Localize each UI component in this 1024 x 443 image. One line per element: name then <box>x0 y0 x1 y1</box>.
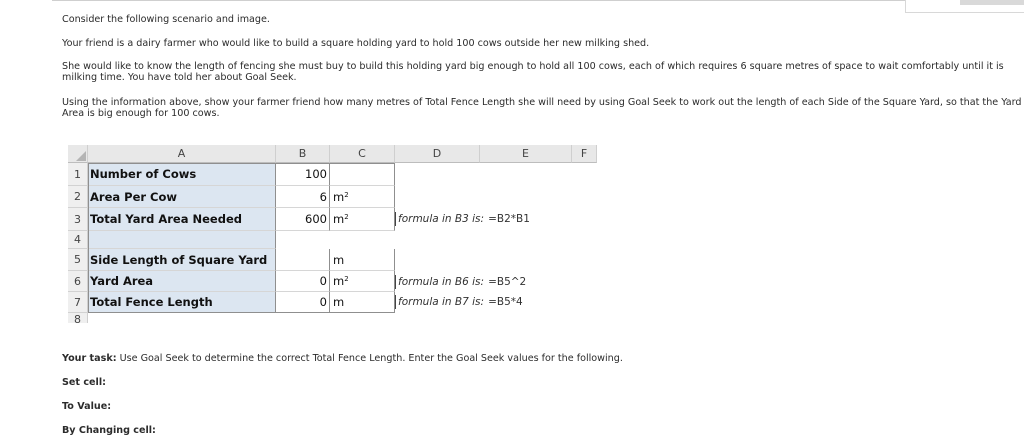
note-b6-label: formula in B6 is: <box>398 276 485 288</box>
cell-b1: 100 <box>276 163 330 186</box>
cell-b2: 6 <box>276 186 330 208</box>
note-b3-formula: =B2*B1 <box>488 213 530 225</box>
intro-line-1: Consider the following scenario and image. <box>62 14 270 25</box>
note-b6-formula: =B5^2 <box>488 276 527 288</box>
cell-b3: 600 <box>276 208 330 231</box>
note-b3 <box>395 212 530 226</box>
cell-c6 <box>330 271 395 292</box>
task-instruction <box>62 353 623 364</box>
col-header-a: A <box>88 145 276 163</box>
col-header-d: D <box>395 145 480 163</box>
task-text: Use Goal Seek to determine the correct Total Fence Length. Enter the Goal Seek values for the following. <box>119 353 623 364</box>
row-num-8: 8 <box>68 313 88 323</box>
intro-line-2: Your friend is a dairy farmer who would like to build a square holding yard to hold 100 cows outside her new milking shed. <box>62 38 650 49</box>
set-cell-label: Set cell: <box>62 377 106 388</box>
cell-a7: Total Fence Length <box>88 292 276 313</box>
unit-c2-sup: 2 <box>344 191 349 199</box>
cell-b7: 0 <box>276 292 330 313</box>
cell-a1: Number of Cows <box>88 163 276 186</box>
note-b7-formula: =B5*4 <box>488 296 523 308</box>
row-num-5: 5 <box>68 249 88 271</box>
note-b6 <box>395 275 526 289</box>
cell-b5 <box>276 249 330 271</box>
row-num-4: 4 <box>68 231 88 249</box>
unit-c2: m <box>333 190 345 204</box>
col-header-e: E <box>480 145 572 163</box>
cell-a4 <box>88 231 276 249</box>
intro-line-4: Using the information above, show your farmer friend how many metres of Total Fence Length she will need by using Goal Seek to work out the length of each Side of the Square Yard, so that the Yard Area is big enough for 100 cows. <box>62 97 1022 119</box>
cell-c2 <box>330 186 395 208</box>
col-header-b: B <box>276 145 330 163</box>
top-divider <box>52 0 1024 1</box>
unit-c6: m <box>333 274 345 288</box>
select-all-corner <box>68 145 88 163</box>
cell-a2: Area Per Cow <box>88 186 276 208</box>
note-b7-label: formula in B7 is: <box>398 296 485 308</box>
note-b3-label: formula in B3 is: <box>398 213 485 225</box>
note-b7 <box>395 295 523 309</box>
cell-a5: Side Length of Square Yard <box>88 249 276 271</box>
cell-c7: m <box>330 292 395 313</box>
cell-c1 <box>330 163 395 186</box>
row-num-7: 7 <box>68 292 88 313</box>
row-num-2: 2 <box>68 186 88 208</box>
table-border-bottom <box>88 312 395 313</box>
row-num-6: 6 <box>68 271 88 292</box>
cell-c3 <box>330 208 395 231</box>
table-border-left <box>88 163 89 313</box>
col-header-c: C <box>330 145 395 163</box>
intro-line-3: She would like to know the length of fencing she must buy to build this holding yard big enough to hold all 100 cows, each of which requires 6 square metres of space to wait comfortably until it is milking time. You have told her about Goal Seek. <box>62 61 1004 83</box>
unit-c3: m <box>333 212 345 226</box>
to-value-label: To Value: <box>62 401 112 412</box>
table-border-top <box>88 163 395 164</box>
by-changing-cell-label: By Changing cell: <box>62 425 156 436</box>
task-heading: Your task: <box>62 353 117 364</box>
cell-a3: Total Yard Area Needed <box>88 208 276 231</box>
unit-c3-sup: 2 <box>344 213 349 221</box>
cell-a6: Yard Area <box>88 271 276 292</box>
top-right-bar <box>960 0 1024 5</box>
cell-b6: 0 <box>276 271 330 292</box>
col-header-f: F <box>572 145 597 163</box>
unit-c6-sup: 2 <box>344 275 349 283</box>
row-num-3: 3 <box>68 208 88 231</box>
cell-c5: m <box>330 249 395 271</box>
row-num-1: 1 <box>68 163 88 186</box>
spreadsheet-image <box>68 145 597 323</box>
